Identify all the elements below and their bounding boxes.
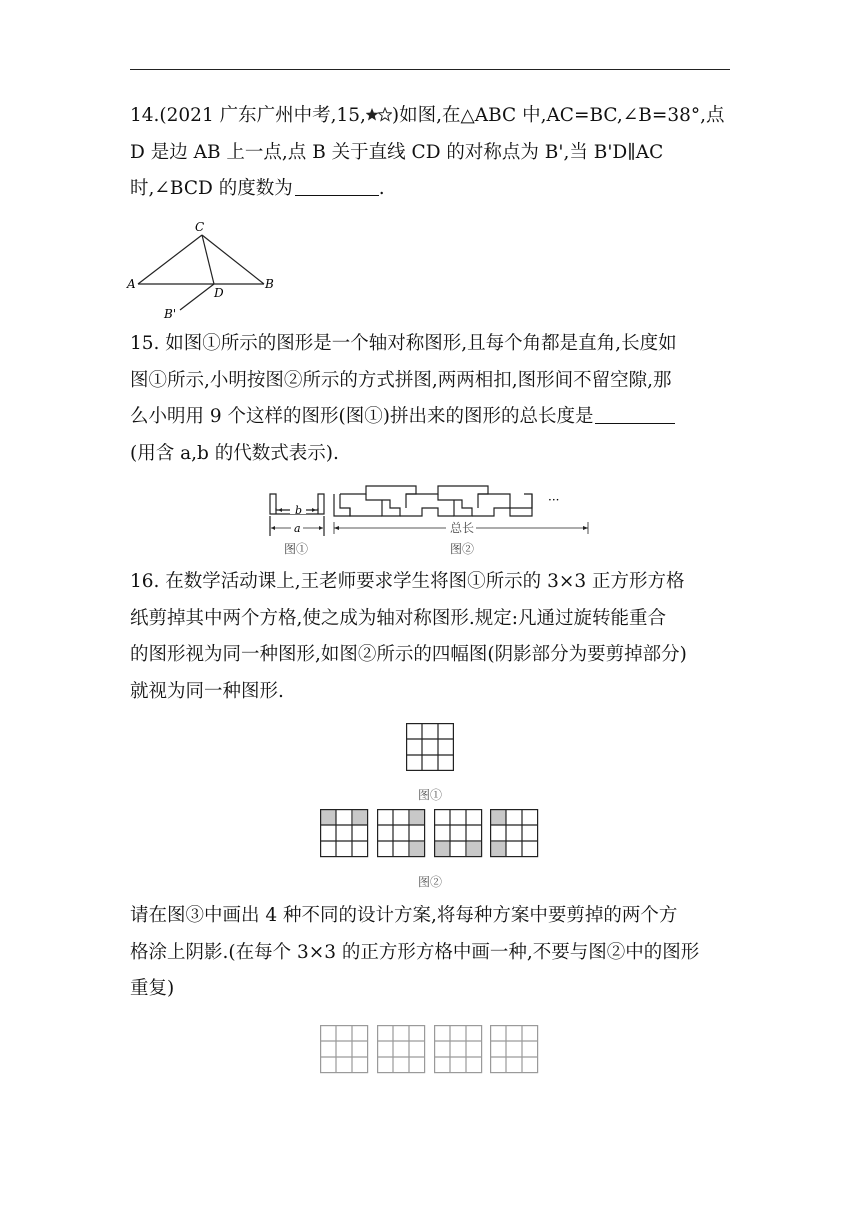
label-C: C xyxy=(195,220,205,234)
problem-15-text xyxy=(130,326,742,472)
triangle-figure xyxy=(126,218,286,322)
problem-15-line-1: 15. 如图①所示的图形是一个轴对称图形,且每个角都是直角,长度如 xyxy=(130,333,677,354)
fig2-caption-15: 图② xyxy=(450,542,475,556)
instruction-line-2: 格涂上阴影.(在每个 3×3 的正方形方格中画一种,不要与图②中的图形 xyxy=(130,941,700,963)
answer-blank-14[interactable] xyxy=(295,177,379,196)
label-B: B xyxy=(265,277,274,291)
problem-14-line-3: 时,∠BCD 的度数为 . xyxy=(130,178,385,199)
grid-figure-3[interactable] xyxy=(320,1025,542,1075)
answer-blank-15[interactable] xyxy=(595,405,675,424)
label-B-prime: B' xyxy=(164,307,177,321)
instruction-line-3: 重复) xyxy=(130,978,175,999)
label-b: b xyxy=(295,504,303,517)
problem-15-line-2: 图①所示,小明按图②所示的方式拼图,两两相扣,图形间不留空隙,那 xyxy=(130,369,672,391)
ellipsis: ··· xyxy=(548,493,560,507)
problem-16-line-1: 16. 在数学活动课上,王老师要求学生将图①所示的 3×3 正方形方格 xyxy=(130,571,685,592)
problem-15-line-3: 么小明用 9 个这样的图形(图①)拼出来的图形的总长度是 xyxy=(130,399,742,436)
label-D: D xyxy=(214,286,224,300)
problem-14-text xyxy=(130,98,742,208)
problem-15-line-4: (用含 a,b 的代数式表示). xyxy=(130,442,339,464)
problem-16-line-3: 的图形视为同一种图形,如图②所示的四幅图(阴影部分为要剪掉部分) xyxy=(130,644,687,665)
total-length-label: 总长 xyxy=(450,521,475,535)
fig1-caption-15: 图① xyxy=(284,542,309,556)
problem-14-line-1: 14.(2021 广东广州中考,15, )如图,在△ABC 中,AC=BC,∠B=38°,点 xyxy=(130,105,725,126)
problem-16-line-4: 就视为同一种图形. xyxy=(130,680,284,702)
fig2-caption-16: 图② xyxy=(418,875,443,889)
grid-figure-1 xyxy=(406,723,454,771)
puzzle-figure xyxy=(262,484,596,562)
problem-16-instruction xyxy=(130,898,742,1008)
instruction-line-1: 请在图③中画出 4 种不同的设计方案,将每种方案中要剪掉的两个方 xyxy=(130,905,678,926)
difficulty-stars-icon xyxy=(366,107,392,123)
problem-16-line-2: 纸剪掉其中两个方格,使之成为轴对称图形.规定:凡通过旋转能重合 xyxy=(130,607,666,629)
label-A: A xyxy=(127,277,136,291)
problem-16-text xyxy=(130,564,742,710)
header-rule xyxy=(130,69,730,70)
label-a: a xyxy=(294,522,301,535)
problem-14-line-2: D 是边 AB 上一点,点 B 关于直线 CD 的对称点为 B',当 B'D∥AC xyxy=(130,141,664,163)
fig1-caption-16: 图① xyxy=(418,788,443,802)
grid-figure-2 xyxy=(320,809,542,859)
